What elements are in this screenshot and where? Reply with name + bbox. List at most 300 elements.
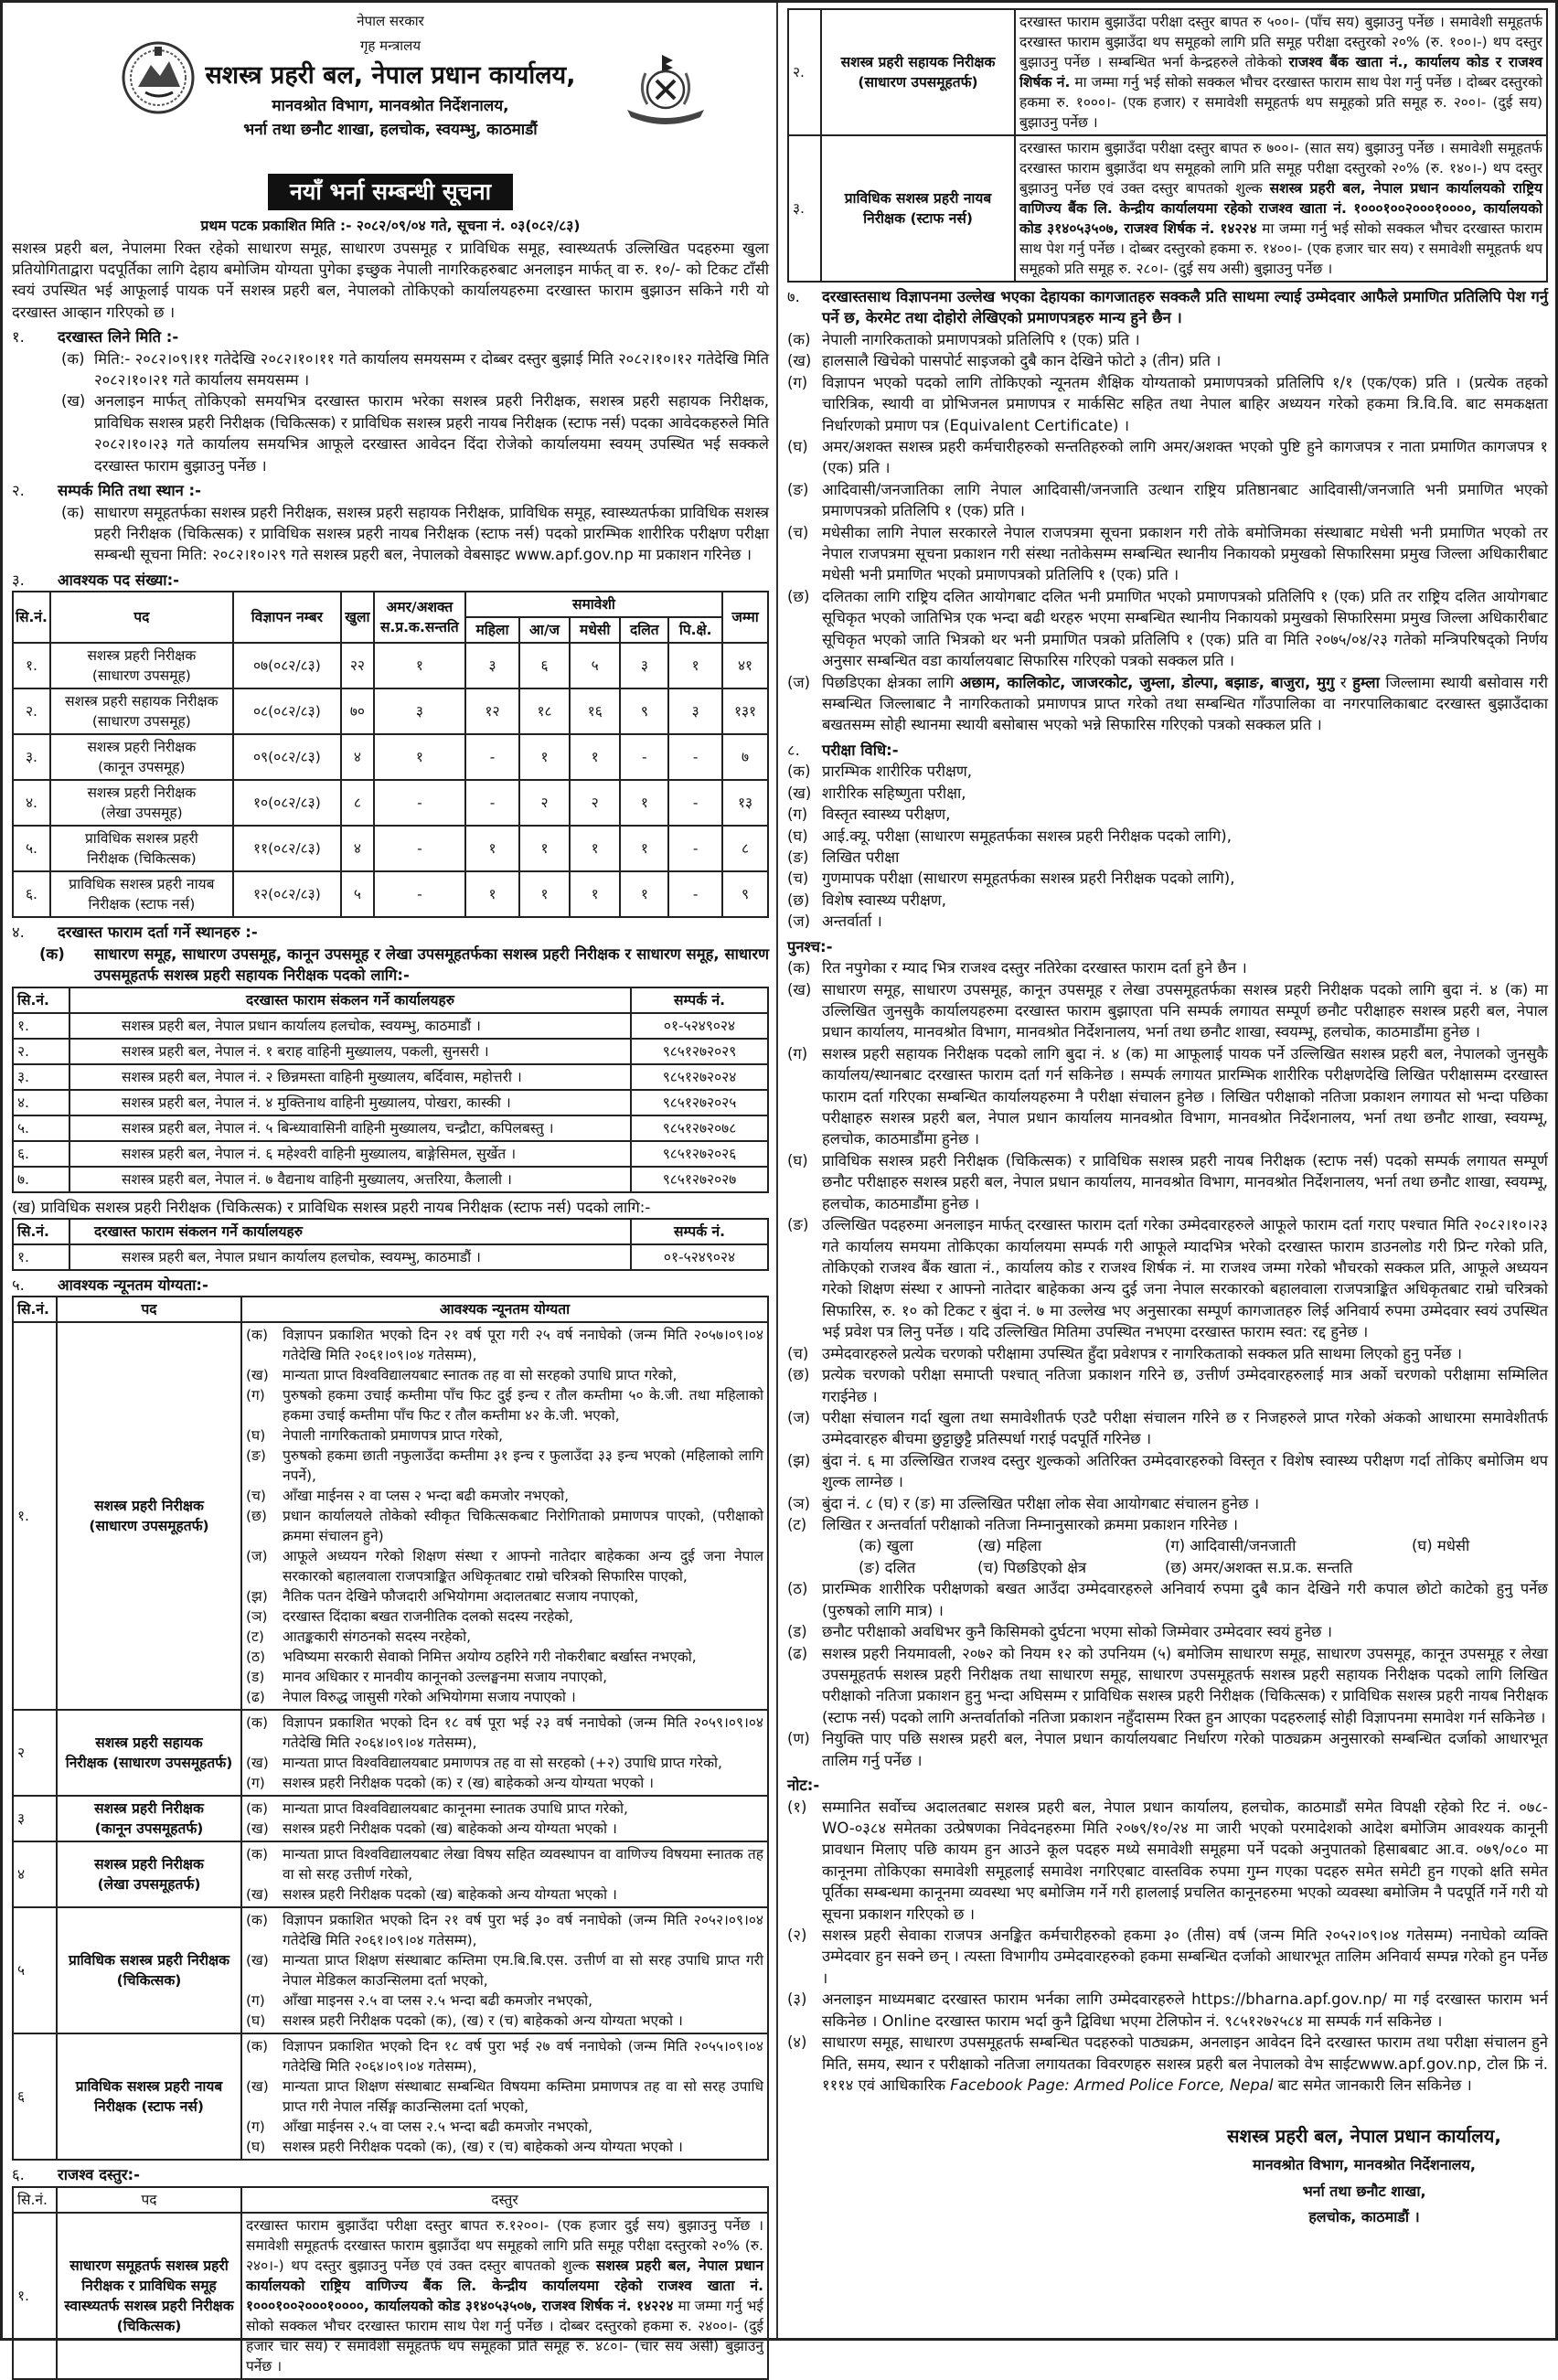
section-title: पुनश्च:-: [787, 937, 833, 955]
item-text: विस्तृत स्वास्थ्य परीक्षण,: [822, 806, 951, 824]
item-marker: (१): [787, 1798, 807, 1816]
post-name: प्राविधिक सशस्त्र प्रहरी नायब: [75, 2078, 223, 2096]
signature-location: हलचोक, काठमाडौं ।: [1308, 2208, 1420, 2226]
cell-sn: २.: [13, 688, 50, 734]
item-marker: (ट): [246, 1628, 264, 1646]
section-postscript: [787, 936, 1548, 1771]
item-text: प्रधान कार्यालयले तोकेको स्वीकृत चिकित्सकबाट निरोगिताको प्रमाणपत्र पाएको, (परीक्षाको क्रममा संचालन हुने): [283, 1508, 763, 1545]
item-text: विज्ञापन प्रकाशित भएको दिन १८ वर्ष पूरा भई २३ वर्ष ननाघेको (जन्म मिति २०५९।०९।०४ गतेदेखि मिति २०६४।०९।०४ गतेसम्म),: [283, 1714, 763, 1752]
fee-table-continued: [787, 8, 1548, 283]
post-subgroup: (लेखा उपसमूहतर्फ): [97, 1876, 201, 1894]
item-marker: (ञ): [787, 1494, 811, 1512]
item-text: शारीरिक सहिष्णुता परीक्षा,: [822, 784, 966, 802]
section-number: १.: [12, 328, 25, 347]
cell-post: [57, 1710, 241, 1796]
section-number: २.: [12, 482, 25, 500]
cell-sn: ३: [13, 1796, 57, 1841]
item-text: सम्मानित सर्वोच्च अदालतबाट सशस्त्र प्रहरी बल, नेपाल प्रधान कार्यालय, हलचोक, काठमाडौं समेत विपक्षी रहेको रिट नं. ०७८-WO-०३८४ समेतका उत्प्रेषणका निवेदनहरुमा मिति २०७९/१०/२४ मा जारी भएको परमादेशको आदेश बमोजिम आवश्यक कानूनी प्रावधान मिलाए पछि कायम हुन आउने कूल पदहरु मध्ये समावेशी समूहमा पर्ने पदको अनुपातको हिसाबबाट आ.व. ०७९/०८० मा कानूनमा तोकिएका समावेशी समूहलाई समावेश नगरिएबाट वास्तविक रुपमा गुम्न गएका पदहरु समेत समेटी हुन गएको क्षति समेत पूर्तिका सम्बन्धमा कानूनमा व्यवस्था भए बमोजिम गर्ने गरी हाललाई प्रचलित कानूनहरुमा भएको व्यवस्था बमोजिम नै पदपूर्ति गर्ने गरी यो सूचना प्रकाशन गरिएको छ ।: [822, 1798, 1548, 1923]
item-marker: (घ): [246, 2012, 266, 2030]
cell-office: सशस्त्र प्रहरी बल, नेपाल नं. ४ मुक्तिनाथ वाहिनी मुख्यालय, पोखरा, कास्की ।: [69, 1090, 631, 1115]
cell-contact: ०१-५२४९०२४: [631, 1013, 768, 1039]
cell-post: [50, 871, 233, 917]
item-marker: (क): [246, 2038, 268, 2055]
item-text: दलितका लागि राष्ट्रिय दलित आयोगबाट दलित भनी प्रमाणित भएको प्रमाणपत्रको प्रतिलिपि १ (एक) प्रति तर राष्ट्रिय दलित आयोगबाट सूचिकृत भएको जातिभित्र एक भन्दा बढी थरहरु भएमा सम्बन्धित स्थानीय निकायको प्रमुखको सिफारिसमा प्रमुख जिल्ला अधिकारीबाट सूचिकृत भएको जाति भित्रको थर भनी प्रमाणित पत्रको प्रतिलिपि १ (एक) प्रति वा मिति २०७५/०४/२३ गतेको मन्त्रिपरिषद्को निर्णय अनुसार सम्बन्धित वडा कार्यालयबाट सिफारिस गरिएको पत्रको सक्कल प्रति ।: [822, 587, 1548, 670]
list-item: [787, 1925, 1548, 1989]
item-text: प्रत्येक चरणको परीक्षा समाप्ती पश्चात् नतिजा प्रकाशन गरिने छ, उत्तीर्ण उम्मेदवारहरुलाई मात्र अर्को चरणको परीक्षामा सम्मिलित गराईनेछ ।: [822, 1366, 1548, 1405]
list-item: [787, 586, 1548, 672]
section-vacancies: [12, 570, 769, 918]
cell-backward: -: [668, 780, 722, 826]
list-item: [787, 1797, 1548, 1926]
cell-ad-no: ०७(०८२/८३): [233, 643, 341, 688]
qualification-item: [246, 1713, 763, 1753]
item-marker: (ख): [787, 352, 812, 370]
col-header: अमर/अशक्त स.प्र.क.सन्तति: [374, 592, 465, 643]
cell-martyr: -: [374, 871, 465, 917]
cell-total: १३१: [722, 688, 768, 734]
cell-post: [57, 2033, 241, 2160]
cell-backward: -: [668, 826, 722, 871]
cell-contact: ९८५१२७२०२९: [631, 1039, 768, 1064]
col-header: दलित: [620, 617, 668, 643]
col-header: सि.नं.: [13, 987, 69, 1013]
col-header: दस्तुर: [241, 2187, 768, 2213]
ministry-name: गृह मन्त्रालय: [359, 37, 422, 55]
list-item: (क) साधारण समूहतर्फका सशस्त्र प्रहरी निरीक्षक, सशस्त्र प्रहरी सहायक निरीक्षक, प्राविधिक समूह, स्वास्थ्यतर्फका प्राविधिक सशस्त्र प्रहरी निरीक्षक (चिकित्सक) र प्राविधिक सशस्त्र प्रहरी नायब निरीक्षक (स्टाफ नर्स) पदको प्रारम्भिक शारीरिक परीक्षण परीक्षा सम्बन्धी सूचना मिति: २०८२।१०।२९ गते सशस्त्र प्रहरी बल, नेपालको वेबसाइट www.apf.gov.np मा प्रकाशन गरिनेछ ।: [61, 503, 769, 564]
cell-backward: -: [668, 734, 722, 780]
list-item: [787, 1407, 1548, 1450]
list-item: [787, 826, 1548, 847]
post-name: सशस्त्र प्रहरी निरीक्षक: [87, 784, 197, 802]
item-text: सशस्त्र प्रहरी नियमावली, २०७२ को नियम १२ को उपनियम (५) बमोजिम साधारण समूह, साधारण उपसमूह, कानून उपसमूह र लेखा उपसमूहतर्फ सशस्त्र प्रहरी निरीक्षक तथा साधारण समूह, साधारण उपसमूहतर्फ सशस्त्र प्रहरी सहायक निरीक्षक पदको लागि लिखित परीक्षाको नतिजा प्रकाशन हुनु भन्दा अघिसम्म र प्राविधिक सशस्त्र प्रहरी निरीक्षक (चिकित्सक) र प्राविधिक सशस्त्र प्रहरी नायब निरीक्षक (स्टाफ नर्स) पदको लागि अन्तर्वार्ताको नतिजा प्रकाशन नहुँदासम्म रिक्त हुन आएका पदहरुलाई सोही विज्ञापनमा समावेश गर्न सकिनेछ ।: [822, 1644, 1548, 1726]
qualification-item: [246, 1667, 763, 1687]
branch-name: भर्ना तथा छनौट शाखा, हलचोक, स्वयम्भु, काठमाडौं: [243, 121, 538, 140]
list-item: [787, 761, 1548, 782]
department-name: मानवश्रोत विभाग, मानवश्रोत निर्देशनालय,: [272, 96, 509, 115]
cell-office: सशस्त्र प्रहरी बल, नेपाल नं. ७ वैद्यनाथ वाहिनी मुख्यालय, अत्तरिया, कैलाली ।: [69, 1167, 631, 1192]
item-text: मान्यता प्राप्त शिक्षण संस्थाबाट कम्तिमा एम.बि.बि.एस. उत्तीर्ण वा सो सरह उपाधि प्राप्त गरी नेपाल मेडिकल काउन्सिलमा दर्ता भएको,: [283, 1952, 763, 1990]
item-text: अनलाइन माध्यमबाट दरखास्त फाराम भर्नका लागि उम्मेदवारहरुले https://bharna.apf.gov.np/ मा गई दरखास्त फाराम भर्न सकिनेछ । Online दरखास्त फाराम भर्दा कुनै द्विविधा भएमा टेलिफोन नं. ९८५१२७२५८४ मा सम्पर्क गर्न सकिनेछ ।: [822, 1990, 1548, 2030]
cell-sn: ६.: [13, 871, 50, 917]
list-item: [787, 1450, 1548, 1493]
item-text: नियुक्ति पाए पछि सशस्त्र प्रहरी बल, नेपाल प्रधान कार्यालयबाट निर्धारण गरेको पाठ्यक्रम अनुसारको सम्बन्धित दर्जाको आधारभूत तालिम गर्नु पर्नेछ ।: [822, 1730, 1548, 1769]
cell-dalit: १: [620, 780, 668, 826]
cell-total: ८: [722, 826, 768, 871]
section-number: ३.: [12, 571, 25, 589]
item-text: आँखा माइनस २.५ वा प्लस २.५ भन्दा बढी कमजोर नभएको,: [283, 1992, 593, 2010]
item-text: आई.क्यू. परीक्षा (साधारण समूहतर्फका सशस्त्र प्रहरी निरीक्षक पदको लागि),: [822, 827, 1232, 845]
list-item: (क) मिति:- २०८२।०९।११ गतेदेखि २०८२।१०।११ गते कार्यालय समयसम्म र दोब्बर दस्तुर बुझाई मिति २०८२।१०।१२ गतेदेखि मिति २०८२।१०।२१ गते कार्यालय समयसम्म ।: [61, 349, 769, 390]
cell-sn: १.: [13, 1013, 69, 1039]
cell-women: १: [465, 826, 519, 871]
cell-sn: ३.: [13, 734, 50, 780]
cell-post: [57, 1322, 241, 1710]
item-text: आदिवासी/जनजातिका लागि नेपाल आदिवासी/जनजाति उत्थान राष्ट्रिय प्रतिष्ठानबाट आदिवासी/जनजाति भनी प्रमाणित भएको प्रमाणपत्रको प्रतिलिपि १ (एक) प्रति ।: [822, 480, 1548, 520]
item-marker: (छ): [787, 1366, 810, 1384]
table-row: [13, 1841, 768, 1907]
item-text: आँखा माईनस २.५ वा प्लस २.५ भन्दा बढी कमजोर नभएको,: [283, 2119, 593, 2136]
list-item: [787, 783, 1548, 804]
section-title: आवश्यक न्यूनतम योग्यता:-: [58, 1275, 208, 1294]
cell-post: [50, 826, 233, 871]
cell-contact: ९८५१२७२०२७: [631, 1167, 768, 1192]
post-name: सशस्त्र प्रहरी सहायक निरीक्षक: [65, 693, 219, 710]
item-marker: (घ): [787, 1151, 808, 1169]
section-number: ६.: [12, 2166, 25, 2184]
cell-office: सशस्त्र प्रहरी बल, नेपाल नं. १ बराह वाहिनी मुख्यालय, पकली, सुनसरी ।: [69, 1039, 631, 1064]
item-text: दरखास्त दिंदाका बखत राजनीतिक दलको सदस्य नरहेको,: [283, 1608, 574, 1626]
cell-madhesi: १: [570, 871, 620, 917]
list-item: (ज) पिछडिएका क्षेत्रका लागि अछाम, कालिकोट, जाजरकोट, जुम्ला, डोल्पा, बझाङ, बाजुरा, मुगु र हुम्ला जिल्लामा स्थायी बसोवास गरी सम्बन्धित जिल्लाबाट नै नागरिकताको प्रमाणपत्र प्राप्त गरेको तथा सम्बन्धित गाँउपालिका वा नगरपालिकाबाट दरखास्त बुझाउँदाका बखतसम्म सोही स्थानमा स्थायी बसोबास भएको भन्ने सिफारिस गरिएको पत्रको सक्कल प्रति ।: [787, 673, 1549, 734]
cell-open: ४: [341, 826, 374, 871]
post-subgroup: (लेखा उपसमूह): [101, 805, 183, 822]
item-text: रित नपुगेका र म्याद भित्र राजश्व दस्तुर नतिरेका दरखास्त फाराम दर्ता हुने छैन ।: [822, 959, 1247, 977]
post-name: प्राविधिक सशस्त्र प्रहरी निरीक्षक: [68, 1952, 230, 1969]
header: [12, 12, 769, 144]
section-title: नोट:-: [787, 1777, 820, 1795]
item-marker: (झ): [787, 1451, 811, 1469]
cell-post: [57, 1841, 241, 1907]
cell-martyr: -: [374, 780, 465, 826]
post-subgroup: (साधारण उपसमूह): [91, 713, 191, 731]
post-name: सशस्त्र प्रहरी निरीक्षक: [87, 647, 197, 665]
item-marker: (ट): [787, 1516, 807, 1534]
item-marker: (ग): [787, 806, 808, 824]
list-item: [787, 1343, 1548, 1364]
post-name: प्राविधिक सशस्त्र प्रहरी: [84, 830, 198, 848]
list-item: [787, 804, 1548, 825]
item-marker: (ङ): [787, 480, 809, 498]
table-row: [13, 1322, 768, 1710]
item-text: सशस्त्र प्रहरी सहायक निरीक्षक पदको लागि बुदा नं. ४ (क) मा आफूलाई पायक पर्ने उल्लिखित सशस्त्र प्रहरी बल, नेपालको जुनसुकै कार्यालय/स्थानबाट दरखास्त फाराम दर्ता गर्न सकिनेछ । सम्पर्क लगायत प्रारम्भिक शारीरिक परीक्षणदेखि लिखित परीक्षासम्म दरखास्त फाराम दर्ता गरिएका सम्बन्धित कार्यालयहरुमा नै परीक्षा संचालन हुनेछ । लिखित परीक्षाको नतिजा प्रकाशन लगायत सो भन्दा पछिका परीक्षाहरु सशस्त्र प्रहरी बल, नेपाल प्रधान कार्यालय मानवश्रोत विभाग, मानवश्रोत निर्देशनालय, भर्ना तथा छनौट शाखा, स्वयम्भू, हलचोक, काठमाडौंमा हुनेछ ।: [822, 1044, 1548, 1148]
item-marker: (ज): [787, 1408, 811, 1426]
cell-contact: ९८५१२७२०२६: [631, 1141, 768, 1167]
cell-sn: ५.: [13, 1115, 69, 1141]
item-text: मान्यता प्राप्त विश्वविद्यालयबाट प्रमाणपत्र तह वा सो सरहको (+२) उपाधि प्राप्त गरेको,: [283, 1755, 722, 1772]
item-marker: (ग): [787, 1044, 808, 1062]
cell-ad-no: ११(०८२/८३): [233, 826, 341, 871]
item-marker: (ढ): [246, 1689, 265, 1706]
cell-madhesi: १: [570, 734, 620, 780]
item-text: मान्यता प्राप्त शिक्षण संस्थाबाट सम्बन्धित विषयमा कम्तिमा प्रमाणपत्र तह वा सो सरह उपाधि प्राप्त गरी नेपाल नर्सिङ्ग काउन्सिलमा दर्ता भएको,: [283, 2078, 763, 2116]
fee-table: [12, 2186, 769, 2380]
list-item: [787, 979, 1548, 1043]
item-marker: (ड): [787, 1623, 807, 1641]
list-item: [787, 329, 1548, 350]
cell-janajati: २: [519, 780, 570, 826]
item-text: विज्ञापन प्रकाशित भएको दिन १८ वर्ष पुरा भई २७ वर्ष ननाघेको (जन्म मिति २०५५।०९।०४ गतेदेखि मिति २०६४।०९।०४ गतेसम्म),: [283, 2038, 763, 2076]
cell-janajati: १: [519, 826, 570, 871]
section-qualifications: [12, 1275, 769, 2161]
qualification-item: [246, 1627, 763, 1647]
cell-madhesi: १६: [570, 688, 620, 734]
cell-sn: ५: [13, 1907, 57, 2033]
section-fees: [12, 2164, 769, 2379]
item-text: पुरुषको हकमा उचाई कम्तीमा पाँच फिट दुई इन्च र तौल कम्तीमा ५० के.जी. तथा महिलाको हकमा उचाई कम्तीमा पाँच फिट र तौल कम्तीमा ४२ के.जी. भएको,: [283, 1387, 763, 1425]
col-header: आ/ज: [519, 617, 570, 643]
list-item: [787, 847, 1548, 868]
cell-contact: ९८५१२७२०२४: [631, 1064, 768, 1090]
item-text: अन्तर्वार्ता ।: [822, 913, 882, 931]
result-order-item: (ग) आदिवासी/जनजाती: [1165, 1537, 1297, 1555]
col-header: विज्ञापन नम्बर: [233, 592, 341, 643]
item-marker: (२): [787, 1926, 807, 1945]
cell-janajati: १८: [519, 688, 570, 734]
qualification-item: [246, 1365, 763, 1385]
col-header: दरखास्त फाराम संकलन गर्ने कार्यालयहरु: [69, 987, 631, 1013]
cell-sn: ४.: [13, 780, 50, 826]
armed-police-force-emblem-icon: [620, 53, 711, 126]
item-marker: (ङ): [246, 1447, 266, 1465]
section-title: आवश्यक पद संख्या:-: [58, 571, 180, 589]
list-item: [787, 1514, 1548, 1535]
table-row: [13, 1090, 768, 1115]
qualification-item: [246, 1606, 763, 1627]
table-row: [13, 643, 768, 688]
item-marker: (ग): [246, 2119, 265, 2136]
section-title: ७. दरखास्तसाथ विज्ञापनमा उल्लेख भएका देहायका कागजातहरु सक्कलै प्रति साथमा ल्याई उम्मेदवार आफैले प्रमाणित प्रतिलिपि पेश गर्नु पर्ने छ, केरमेट तथा दोहोरो लेखिएको प्रमाणपत्रहरु मान्य हुने छैन ।: [787, 288, 1548, 327]
item-text: मान्यता प्राप्त विश्वविद्यालयबाट कानूनमा स्नातक उपाधि प्राप्त गरेको,: [283, 1800, 628, 1818]
cell-women: -: [465, 734, 519, 780]
cell-contact: ९८५१२७२०२५: [631, 1090, 768, 1115]
section-number: ४.: [12, 923, 25, 942]
cell-madhesi: ५: [570, 643, 620, 688]
item-text: लिखित र अन्तर्वार्ता परीक्षाको नतिजा निम्नानुसारको क्रममा प्रकाशन गरिनेछ ।: [822, 1516, 1238, 1534]
qualification-item: [246, 1425, 763, 1446]
item-marker: (क): [787, 763, 811, 781]
item-marker: (ज): [246, 1548, 268, 1565]
list-item: [787, 868, 1548, 889]
cell-women: -: [465, 780, 519, 826]
item-marker: (घ): [787, 827, 808, 845]
qualification-item: [246, 1798, 763, 1819]
post-subgroup: (साधारण उपसमूहतर्फ): [89, 1518, 209, 1535]
qualification-table: [12, 1296, 769, 2161]
section-notes: [787, 1775, 1548, 2096]
result-order-item: (ख) महिला: [977, 1537, 1041, 1555]
cell-office: सशस्त्र प्रहरी बल, नेपाल नं. ६ महेश्वरी वाहिनी मुख्यालय, बाङ्गेसिमल, सुर्खेत ।: [69, 1141, 631, 1167]
qualification-item: [246, 1950, 763, 1990]
cell-qualifications: [241, 1907, 768, 2033]
list-item: [787, 911, 1548, 932]
item-marker: (ज): [787, 913, 811, 931]
item-marker: (क): [787, 959, 811, 977]
table-row: [13, 1796, 768, 1841]
list-item: [787, 1214, 1548, 1343]
result-order-item: (छ) अमर/अशक्त स.प्र.क. सन्तति: [1165, 1558, 1353, 1576]
cell-janajati: १: [519, 734, 570, 780]
col-header: सम्पर्क नं.: [631, 1219, 768, 1244]
post-subgroup: (कानून उपसमूहतर्फ): [94, 1820, 204, 1838]
list-item: [787, 1643, 1548, 1729]
qualification-item: [246, 1687, 763, 1707]
list-item: [787, 1989, 1548, 2032]
cell-qualifications: [241, 1710, 768, 1796]
cell-sn: ३.: [13, 1064, 69, 1090]
cell-qualifications: [241, 1322, 768, 1710]
cell-contact: ०१-५२४९०२४: [631, 1244, 768, 1270]
result-order-item: (क) खुला: [859, 1537, 913, 1555]
signature-org: सशस्त्र प्रहरी बल, नेपाल प्रधान कार्यालय,: [1227, 2125, 1501, 2148]
item-marker: (छ): [787, 891, 810, 909]
post-name: प्राविधिक सशस्त्र प्रहरी नायब: [69, 876, 215, 893]
item-text: उल्लिखित पदहरुमा अनलाइन मार्फत् दरखास्त फाराम दर्ता गरेका उम्मेदवारहरुले आफूले फाराम दर्ता गराए पश्चात मिति २०८२।१०।२३ गते कार्यालय समयमा तोकिएका कार्यालयमा सम्पर्क गरी आफूले म्यादभित्र भरेको दरखास्त फाराम डाउनलोड गरी प्रिन्ट गरेको प्रति, तोकिएको राजश्व बैंक खाता नं., कार्यालय कोड र राजश्व शिर्षक नं. मा राजश्व जम्मा गरेको भौचरको सक्कल प्रति, आफूले अध्ययन गरेको शिक्षण संस्था र आफ्नो नातेदार बाहेकका अन्य दुई जना नेपाल सरकारको बहालवाला राजपत्राङ्कित अधिकृतबाट राम्रो चरित्रको सिफारिस, रु. १० को टिकट र बुंदा नं. ७ मा उल्लेख भए अनुसारका सम्पूर्ण कागजातहरु लिई अनिवार्य रुपमा उम्मेदवार स्वयं उपस्थित भई प्रवेश पत्र लिनु पर्नेछ । यदि उल्लिखित मितिमा उपस्थित नभएमा दरखास्त फाराम स्वत: रद्द हुनेछ ।: [822, 1216, 1548, 1341]
item-text: सशस्त्र प्रहरी निरीक्षक पदको (क), (ख) र (च) बाहेकको अन्य योग्यता भएको ।: [283, 2139, 683, 2156]
cell-women: १: [465, 871, 519, 917]
item-text: आतङ्ककारी संगठनको सदस्य नरहेको,: [283, 1628, 472, 1646]
item-marker: (च): [787, 1344, 809, 1362]
cell-women: १२: [465, 688, 519, 734]
post-subgroup: निरीक्षक (स्टाफ नर्स): [88, 896, 196, 913]
cell-backward: ३: [668, 688, 722, 734]
table-row: [13, 1115, 768, 1141]
col-header: खुला: [341, 592, 374, 643]
list-item: [787, 1493, 1548, 1514]
qualification-item: [246, 1647, 763, 1667]
cell-janajati: ६: [519, 643, 570, 688]
list-item: [787, 890, 1548, 911]
government-name: नेपाल सरकार: [357, 13, 424, 29]
item-marker: (ग): [787, 373, 808, 391]
item-marker: (ङ): [787, 1216, 809, 1234]
qualification-item: [246, 1325, 763, 1365]
item-text: प्रारम्भिक शारीरिक परीक्षणको बखत आउँदा उम्मेदवारहरुले अनिवार्य रुपमा दुबै कान देखिने गरी कपाल छोटो काटेको हुनु पर्नेछ (पुरुषको लागि मात्र) ।: [822, 1580, 1548, 1619]
col-header: मधेसी: [570, 617, 620, 643]
qualification-item: [246, 1753, 763, 1773]
col-header: आवश्यक न्यूनतम योग्यता: [241, 1297, 768, 1322]
item-text: आफूले अध्ययन गरेको शिक्षण संस्था र आफ्नो नातेदार बाहेकका अन्य दुई जना नेपाल सरकारको बहालवाला राजपत्राङ्कित अधिकृतबाट राम्रो चरित्रको सिफारिस पाएको,: [283, 1548, 763, 1585]
item-text: नेपाली नागरिकताको प्रमाणपत्र प्राप्त गरेको,: [283, 1427, 504, 1445]
item-text: गुणमापक परीक्षा (साधारण समूहतर्फका सशस्त्र प्रहरी निरीक्षक पदको लागि),: [822, 870, 1235, 888]
list-item: [787, 522, 1548, 586]
col-header: सि.नं.: [13, 1219, 69, 1244]
nepal-government-emblem-icon: [120, 39, 197, 116]
item-text: साधारण समूह, साधारण उपसमूह, कानून उपसमूह र लेखा उपसमूहतर्फका सशस्त्र प्रहरी निरीक्षक पदको लागि बुदा नं. ४ (क) मा उल्लिखित जुनसुकै कार्यालयहरुमा दरखास्त फाराम बुझाएता पनि सम्पर्क लगायत सम्पूर्ण छनौट परीक्षाहरु सशस्त्र प्रहरी बल, नेपाल प्रधान कार्यालय, मानवश्रोत विभाग, मानवश्रोत निर्देशनालय, भर्ना तथा छनौट शाखा, स्वयम्भू, हलचोक, काठमाडौंमा हुनेछ ।: [822, 980, 1548, 1041]
col-header: समावेशी: [465, 592, 722, 617]
table-row: [13, 871, 768, 917]
cell-post: [57, 1907, 241, 2033]
qualification-item: [246, 2036, 763, 2076]
post-name: सशस्त्र प्रहरी सहायक: [95, 1734, 203, 1752]
list-item: [787, 1728, 1548, 1771]
cell-post: [50, 734, 233, 780]
cell-backward: १: [668, 643, 722, 688]
cell-post: [50, 688, 233, 734]
item-text: सशस्त्र प्रहरी निरीक्षक पदको (क), (ख) र (च) बाहेकको अन्य योग्यता भएको ।: [283, 2012, 683, 2030]
item-marker: (ङ): [787, 848, 809, 866]
cell-sn: ४: [13, 1841, 57, 1907]
item-text: विज्ञापन प्रकाशित भएको दिन २१ वर्ष पुरा भई ३० वर्ष ननाघेको (जन्म मिति २०५२।०९।०४ गतेदेखि मिति २०६१।०९।०४ गतेसम्म),: [283, 1912, 763, 1949]
section-title: दरखास्त लिने मिति :-: [58, 328, 179, 347]
section-number: ५.: [12, 1275, 25, 1294]
cell-qualifications: [241, 1796, 768, 1841]
qualification-item: [246, 1990, 763, 2011]
cell-madhesi: १: [570, 826, 620, 871]
cell-madhesi: २: [570, 780, 620, 826]
list-item: [787, 479, 1548, 522]
item-marker: (ख): [787, 784, 812, 802]
item-marker: (ठ): [246, 1649, 266, 1666]
qualification-item: [246, 2137, 763, 2157]
col-header: पद: [57, 2187, 241, 2213]
cell-ad-no: ०८(०८२/८३): [233, 688, 341, 734]
cell-open: ७०: [341, 688, 374, 734]
organization-name: सशस्त्र प्रहरी बल, नेपाल प्रधान कार्यालय,: [205, 60, 576, 90]
publish-info: प्रथम पटक प्रकाशित मिति :- २०८२/०९/०४ गते, सूचना नं. ०३(०८२/८३): [200, 217, 581, 234]
qualification-item: [246, 1884, 763, 1905]
post-name: सशस्त्र प्रहरी निरीक्षक: [94, 1856, 204, 1873]
cell-total: १३: [722, 780, 768, 826]
item-marker: (ख): [246, 1755, 269, 1772]
qualification-item: [246, 2011, 763, 2031]
section-title: परीक्षा विधि:-: [822, 741, 899, 759]
cell-dalit: १: [620, 826, 668, 871]
cell-open: ४: [341, 734, 374, 780]
col-header: पि.क्षे.: [668, 617, 722, 643]
list-item: [787, 1043, 1548, 1150]
list-item: [787, 1364, 1548, 1407]
col-header: सि.नं.: [13, 1297, 57, 1322]
qualification-item: [246, 1486, 763, 1506]
section-submission-places: [12, 922, 769, 1271]
item-text: लिखित परीक्षा: [822, 848, 900, 866]
list-item: [787, 1621, 1548, 1642]
cell-office: सशस्त्र प्रहरी बल, नेपाल नं. २ छिन्नमस्ता वाहिनी मुख्यालय, बर्दिवास, महोत्तरी ।: [69, 1064, 631, 1090]
item-marker: (ञ): [246, 1608, 268, 1626]
post-subgroup: निरीक्षक (स्टाफ नर्स): [94, 2098, 204, 2116]
item-marker: (ग): [246, 1775, 265, 1792]
col-header: पद: [57, 1297, 241, 1322]
item-marker: (ख): [246, 1367, 269, 1384]
table-row: ३. प्राविधिक सशस्त्र प्रहरी नायब निरीक्षक (स्टाफ नर्स) दरखास्त फाराम बुझाउँदा परीक्षा दस्तुर बापत रु ७००।- (सात सय) बुझाउनु पर्नेछ । समावेशी समूहतर्फ दरखास्त फाराम बुझाउँदा थप समूहको लागि प्रति समूह परीक्षा दस्तुरको २०% (रु. १४०।-) थप दस्तुर बुझाउनु पर्नेछ एवं उक्त दस्तुर बापतको शुल्क सशस्त्र प्रहरी बल, नेपाल प्रधान कार्यालयको राष्ट्रिय वाणिज्य बैंक लि. केन्द्रीय कार्यालयमा रहेको राजश्व खाता नं. १०००१००२०००१००००, कार्यालयको कोड ३१४०५३५०७, राजश्व शिर्षक नं. १४२२४ मा जम्मा गर्नु भई सोको सक्कल भौचर दरखास्त फाराम साथ पेश गर्नु पर्नेछ । दोब्बर दस्तुरको हकमा रु. १४००।- (एक हजार चार सय) र समावेशी समूहतर्फ थप समूहको प्रति समूह रु. २८०।- (दुई सय असी) बुझाउनु पर्नेछ ।: [788, 135, 1547, 282]
qualification-item: [246, 2117, 763, 2137]
item-marker: (च): [787, 870, 809, 888]
table-row: [13, 1013, 768, 1039]
list-item: [787, 1150, 1548, 1214]
cell-open: ५: [341, 871, 374, 917]
item-marker: (क): [246, 1846, 268, 1863]
right-column: [776, 3, 1555, 2338]
item-text: सशस्त्र प्रहरी निरीक्षक पदको (ख) बाहेकको अन्य योग्यता भएको ।: [283, 1886, 617, 1904]
list-item: [787, 372, 1548, 436]
cell-sn: १.: [13, 1244, 69, 1270]
section-title: राजश्व दस्तुर:-: [58, 2166, 140, 2184]
post-name: सशस्त्र प्रहरी निरीक्षक: [94, 1800, 204, 1818]
list-item: [787, 957, 1548, 978]
signature-dept: मानवश्रोत विभाग, मानवश्रोत निर्देशनालय,: [1252, 2155, 1477, 2173]
post-name: सशस्त्र प्रहरी निरीक्षक: [87, 739, 197, 756]
item-marker: (ख): [246, 1820, 269, 1838]
item-text: नेपाली नागरिकताको प्रमाणपत्रको प्रतिलिपि १ (एक) प्रति ।: [822, 330, 1140, 348]
qualification-item: [246, 1546, 763, 1586]
item-marker: (घ): [787, 437, 808, 455]
item-text: विशेष स्वास्थ्य परीक्षण,: [822, 891, 946, 909]
qualification-item: [246, 1910, 763, 1950]
section-exam-method: [787, 740, 1548, 933]
table-row: [13, 780, 768, 826]
item-text: सशस्त्र प्रहरी निरीक्षक पदको (ख) बाहेकको अन्य योग्यता भएको ।: [283, 1820, 617, 1838]
vacancy-table: [12, 591, 769, 918]
list-item: [787, 1578, 1548, 1621]
item-marker: (क): [246, 1714, 268, 1732]
item-marker: (क): [787, 330, 811, 348]
post-name: सशस्त्र प्रहरी निरीक्षक: [94, 1498, 204, 1515]
qualification-item: [246, 1506, 763, 1546]
table-row: [13, 1907, 768, 2033]
table-row: [13, 1039, 768, 1064]
item-marker: (३): [787, 1990, 807, 2009]
list-item: (क) साधारण समूह, साधारण उपसमूह, कानून उपसमूह र लेखा उपसमूहतर्फका सशस्त्र प्रहरी निरीक्षक र साधारण समूह, साधारण उपसमूहतर्फ सशस्त्र प्रहरी सहायक निरीक्षक पदको लागि:-: [39, 945, 769, 985]
